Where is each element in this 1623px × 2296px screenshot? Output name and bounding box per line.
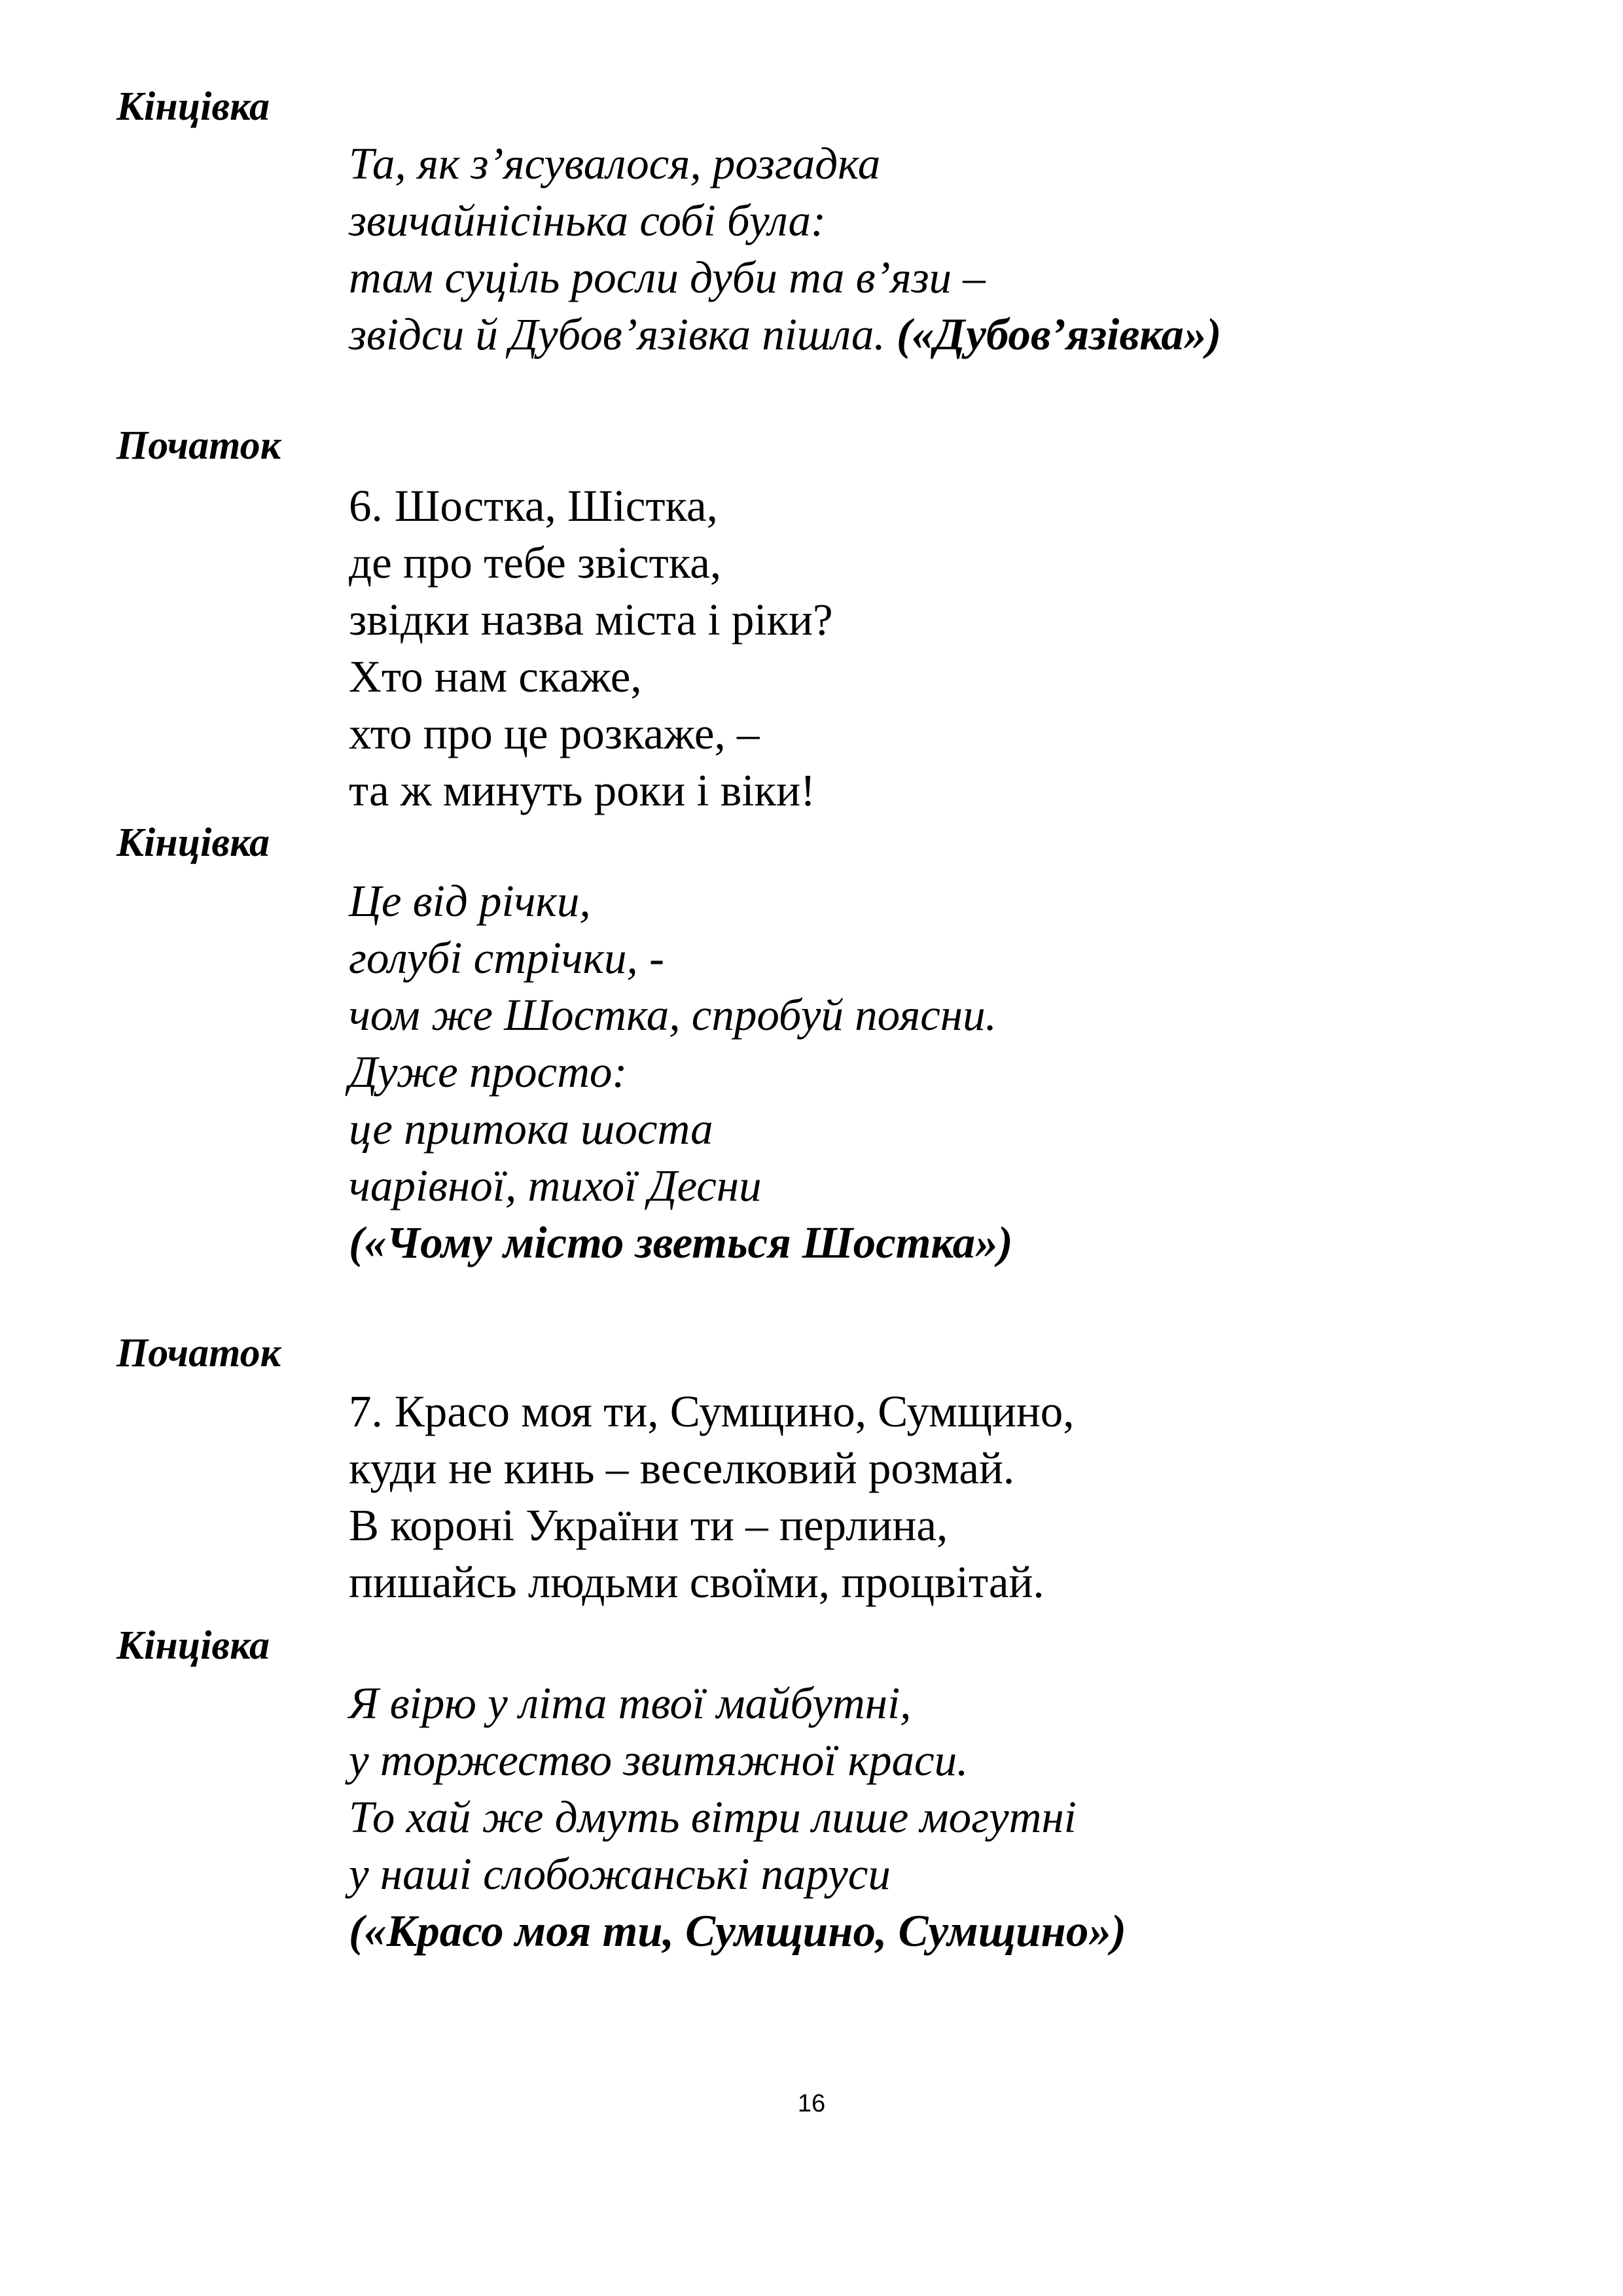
verse-line: та ж минуть роки і віки! bbox=[349, 766, 815, 815]
verse-line: В короні України ти – перлина, bbox=[349, 1500, 948, 1550]
verse-line bbox=[349, 306, 1221, 363]
verse-line: де про тебе звістка, bbox=[349, 538, 722, 588]
verse-ending-sumshchyna bbox=[349, 1675, 1126, 1960]
song-title: («Красо моя ти, Сумщино, Сумщино») bbox=[349, 1906, 1126, 1956]
page-number: 16 bbox=[797, 2090, 826, 2117]
verse-line bbox=[349, 478, 833, 535]
song-title: («Дубов’язівка») bbox=[896, 309, 1222, 359]
verse-line: Це від річки, bbox=[349, 876, 591, 926]
section-heading-beginning: Початок bbox=[116, 1331, 281, 1375]
section-heading-ending: Кінцівка bbox=[116, 84, 270, 129]
verse-line: чарівної, тихої Десни bbox=[349, 1161, 762, 1210]
verse-line: пишайсь людьми своїми, процвітай. bbox=[349, 1557, 1044, 1607]
verse-line: Я вірю у літа твої майбутні, bbox=[349, 1678, 912, 1728]
verse-line: голубі стрічки, - bbox=[349, 933, 664, 983]
verse-line: То хай же дмуть вітри лише могутні bbox=[349, 1792, 1077, 1842]
verse-line: Та, як з’ясувалося, розгадка bbox=[349, 139, 881, 188]
verse-ending-dubovyazivka bbox=[349, 135, 1221, 363]
section-heading-ending: Кінцівка bbox=[116, 1623, 270, 1668]
verse-line: звідки назва міста і ріки? bbox=[349, 595, 833, 645]
section-heading-beginning: Початок bbox=[116, 423, 281, 468]
verse-line-text: звідси й Дубов’язівка пішла. bbox=[349, 309, 885, 359]
verse-line: хто про це розкаже, – bbox=[349, 709, 760, 758]
verse-line: це притока шоста bbox=[349, 1104, 713, 1154]
song-title: («Чому місто зветься Шостка») bbox=[349, 1218, 1013, 1267]
verse-line: звичайнісінька собі була: bbox=[349, 196, 827, 245]
verse-line: чом же Шостка, спробуй поясни. bbox=[349, 990, 997, 1040]
verse-beginning-7 bbox=[349, 1383, 1075, 1611]
verse-ending-shostka bbox=[349, 873, 1013, 1271]
verse-line: там суціль росли дуби та в’язи – bbox=[349, 253, 986, 302]
verse-number: 7. bbox=[349, 1386, 383, 1436]
verse-number: 6. bbox=[349, 481, 383, 531]
verse-line: куди не кинь – веселковий розмай. bbox=[349, 1443, 1015, 1493]
verse-line: у торжество звитяжної краси. bbox=[349, 1735, 969, 1785]
verse-line bbox=[349, 1383, 1075, 1440]
verse-line-text: Красо моя ти, Сумщино, Сумщино, bbox=[394, 1386, 1075, 1436]
verse-line-text: Шостка, Шістка, bbox=[394, 481, 718, 531]
verse-beginning-6 bbox=[349, 478, 833, 819]
verse-line: Хто нам скаже, bbox=[349, 652, 642, 701]
verse-line: у наші слобожанські паруси bbox=[349, 1849, 891, 1899]
verse-line: Дуже просто: bbox=[349, 1047, 628, 1097]
section-heading-ending: Кінцівка bbox=[116, 821, 270, 865]
